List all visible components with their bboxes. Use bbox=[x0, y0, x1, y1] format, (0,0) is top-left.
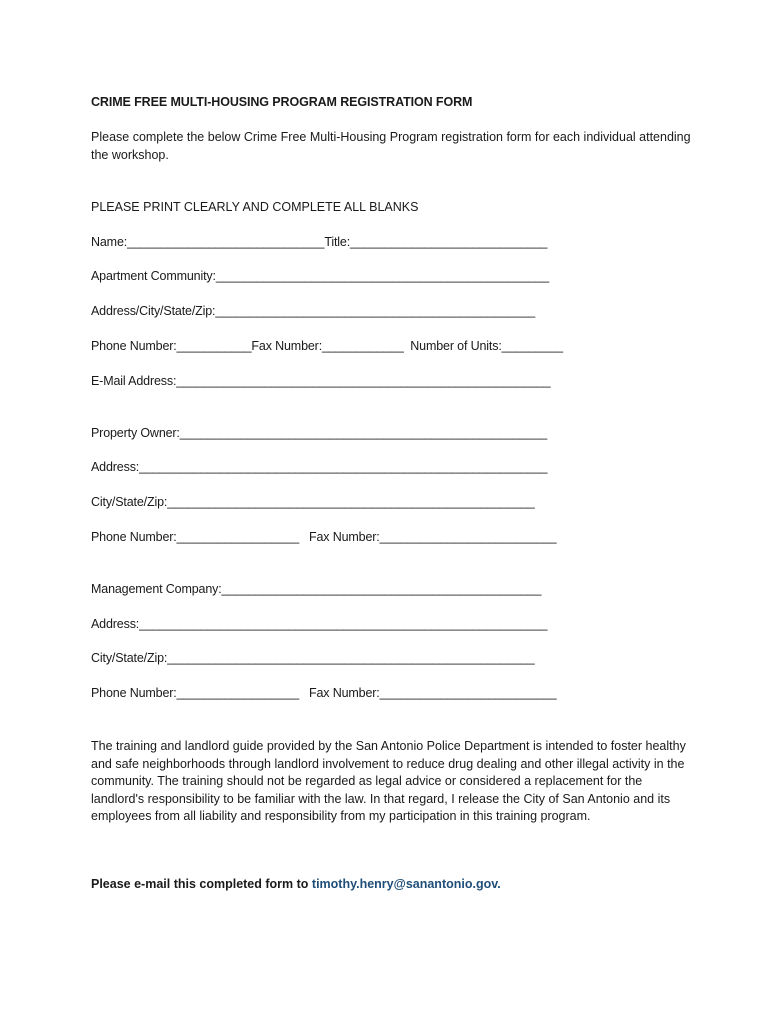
email-link[interactable]: timothy.henry@sanantonio.gov. bbox=[311, 877, 501, 891]
form-title: CRIME FREE MULTI-HOUSING PROGRAM REGISTRATION FORM bbox=[91, 95, 473, 109]
management-company-field[interactable]: Management Company:_______________________________________________ bbox=[91, 582, 542, 596]
owner-city-state-zip-field[interactable]: City/State/Zip:______________________________________________________ bbox=[91, 495, 535, 509]
form-instruction: PLEASE PRINT CLEARLY AND COMPLETE ALL BLANKS bbox=[91, 200, 419, 214]
mgmt-phone-fax-field[interactable]: Phone Number:__________________ Fax Number:__________________________ bbox=[91, 686, 557, 700]
phone-fax-units-field[interactable]: Phone Number:___________Fax Number:____________ Number of Units:_________ bbox=[91, 339, 563, 353]
form-intro: Please complete the below Crime Free Multi-Housing Program registration form for each individual attending the workshop. bbox=[91, 130, 691, 162]
email-instruction bbox=[91, 877, 501, 891]
mgmt-city-state-zip-field[interactable]: City/State/Zip:______________________________________________________ bbox=[91, 651, 535, 665]
email-address-field[interactable]: E-Mail Address:_______________________________________________________ bbox=[91, 374, 551, 388]
name-title-field[interactable]: Name:_____________________________Title:_____________________________ bbox=[91, 235, 548, 249]
email-prompt-text: Please e-mail this completed form to bbox=[91, 877, 312, 891]
owner-address-field[interactable]: Address:____________________________________________________________ bbox=[91, 460, 548, 474]
address-city-state-zip-field[interactable]: Address/City/State/Zip:_______________________________________________ bbox=[91, 304, 536, 318]
apartment-community-field[interactable]: Apartment Community:_________________________________________________ bbox=[91, 269, 550, 283]
owner-phone-fax-field[interactable]: Phone Number:__________________ Fax Number:__________________________ bbox=[91, 530, 557, 544]
property-owner-field[interactable]: Property Owner:______________________________________________________ bbox=[91, 426, 548, 440]
mgmt-address-field[interactable]: Address:____________________________________________________________ bbox=[91, 617, 548, 631]
liability-disclaimer: The training and landlord guide provided by the San Antonio Police Department is intended to foster healthy and safe neighborhoods through landlord involvement to reduce drug dealing and other illegal activity in the community. The training should not be regarded as legal advice or considered a replacement for the landlord's responsibility to be familiar with the law. In that regard, I release the City of San Antonio and its employees from all liability and responsibility from my participation in this training program. bbox=[91, 739, 686, 823]
